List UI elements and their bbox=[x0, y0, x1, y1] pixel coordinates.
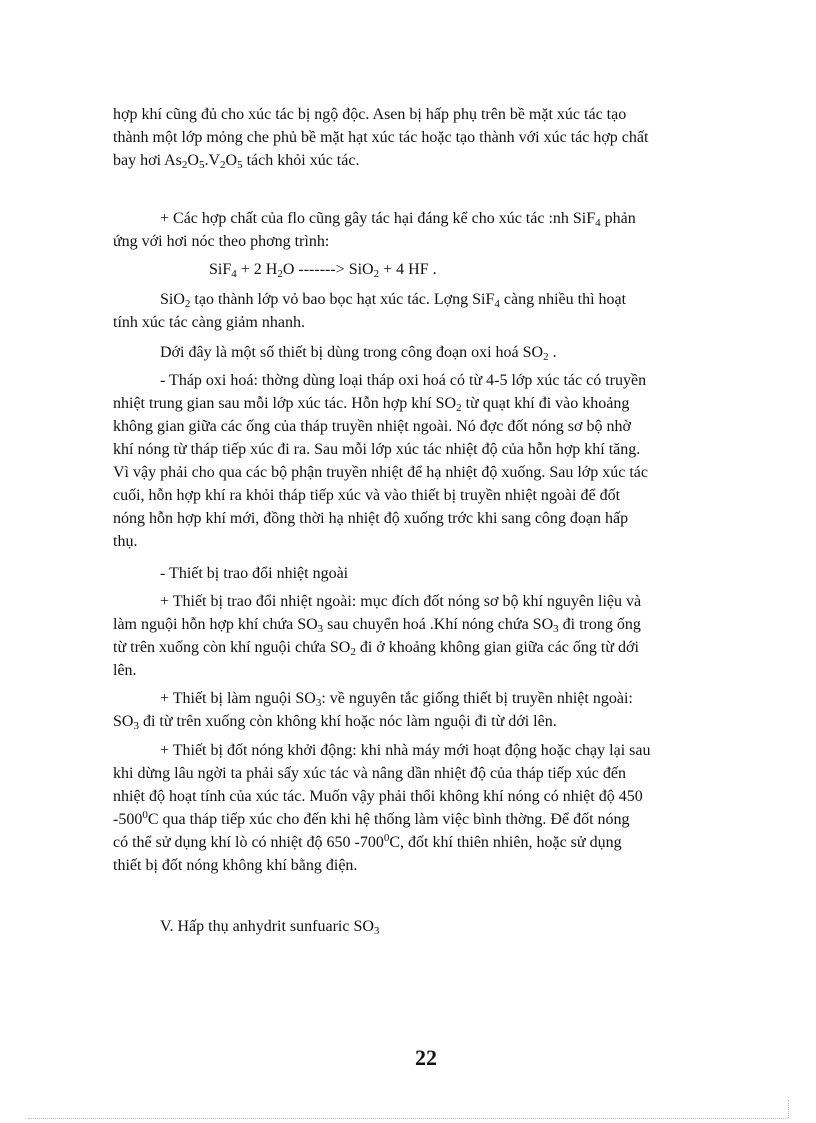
page-border-right bbox=[788, 1100, 789, 1118]
text-line: ứng với hơi nóc theo phơng trình: bbox=[113, 233, 330, 250]
text-line: không gian giữa các ống của tháp truyền nhiệt ngoài. Nó đợc đốt nóng sơ bộ nhờ bbox=[113, 418, 631, 435]
text-line: Vì vậy phải cho qua các bộ phận truyền nhiệt để hạ nhiệt độ xuống. Sau lớp xúc tác bbox=[113, 464, 648, 481]
text-line: bay hơi $As_2O_5.V_2O_5$ tách khỏi xúc tác. bbox=[113, 152, 360, 171]
chemical-equation: SiF$_4$ + 2 $H_2O$ -------> SiO$_2$ + 4 HF . bbox=[209, 261, 437, 280]
text-line: thành một lớp mỏng che phủ bề mặt hạt xúc tác hoặc tạo thành với xúc tác hợp chất bbox=[113, 129, 649, 146]
text-line: từ trên xuống còn khí nguội chứa $SO_2$ đi ở khoảng không gian giữa các ống từ dới bbox=[113, 639, 639, 658]
text-line: SiO$_2$ tạo thành lớp vỏ bao bọc hạt xúc tác. Lợng SiF$_4$ càng nhiều thì hoạt bbox=[160, 291, 627, 310]
paragraph-external-heat-exchanger bbox=[113, 590, 743, 682]
text-line: cuối, hỗn hợp khí ra khỏi tháp tiếp xúc và vào thiết bị truyền nhiệt ngoài để đốt bbox=[113, 487, 621, 504]
text-line: + Thiết bị làm nguội $SO_3$: về nguyên tắc giống thiết bị truyền nhiệt ngoài: bbox=[160, 690, 633, 709]
text-line: làm nguội hỗn hợp khí chứa $SO_3$ sau chuyển hoá .Khí nóng chứa $SO_3$ đi trong ống bbox=[113, 616, 641, 635]
text-line: + Các hợp chất của flo cũng gây tác hại đáng kể cho xúc tác :nh SiF$_4$ phản bbox=[160, 210, 636, 229]
text-line: - Tháp oxi hoá: thờng dùng loại tháp oxi hoá có từ 4-5 lớp xúc tác có truyền bbox=[160, 372, 647, 389]
page-number: 22 bbox=[415, 1045, 437, 1070]
paragraph-arsenic bbox=[113, 103, 743, 172]
text-line: khi dừng lâu ngời ta phải sấy xúc tác và nâng dần nhiệt độ của tháp tiếp xúc đến bbox=[113, 765, 626, 782]
text-line: + Thiết bị trao đổi nhiệt ngoài: mục đích đốt nóng sơ bộ khí nguyên liệu và bbox=[160, 593, 642, 610]
section-heading: V. Hấp thụ anhydrit sunfuaric $SO_3$ bbox=[160, 918, 380, 937]
text-line: nhiệt độ hoạt tính của xúc tác. Muốn vậy phải thổi không khí nóng có nhiệt độ 450 bbox=[113, 788, 643, 805]
text-line: $SO_3$ đi từ trên xuống còn không khí hoặc nóc làm nguội đi từ dới lên. bbox=[113, 713, 557, 732]
text-line: hợp khí cũng đủ cho xúc tác bị ngộ độc. Asen bị hấp phụ trên bề mặt xúc tác tạo bbox=[113, 106, 627, 123]
text-line: tính xúc tác càng giảm nhanh. bbox=[113, 314, 305, 331]
paragraph-sio2 bbox=[113, 288, 743, 334]
page-border-bottom bbox=[28, 1118, 788, 1119]
text-line: khí nóng từ tháp tiếp xúc đi ra. Sau mỗi lớp xúc tác nhiệt độ của hỗn hợp khí tăng. bbox=[113, 441, 641, 458]
paragraph-fluorine bbox=[113, 207, 743, 253]
text-line: thiết bị đốt nóng không khí bằng điện. bbox=[113, 857, 358, 874]
text-line: nhiệt trung gian sau mỗi lớp xúc tác. Hỗn hợp khí $SO_2$ từ quạt khí đi vào khoảng bbox=[113, 395, 630, 414]
paragraph-startup-heater bbox=[113, 739, 743, 877]
text-line: lên. bbox=[113, 662, 137, 679]
text-line: $-500^0C$ qua tháp tiếp xúc cho đến khi hệ thống làm việc bình thờng. Để đốt nóng bbox=[113, 809, 630, 828]
paragraph-oxidation-tower bbox=[113, 369, 743, 553]
paragraph-devices-intro: Dới đây là một số thiết bị dùng trong công đoạn oxi hoá $SO_2$ . bbox=[160, 344, 557, 363]
text-line: + Thiết bị đốt nóng khởi động: khi nhà máy mới hoạt động hoặc chạy lại sau bbox=[160, 742, 651, 759]
paragraph-so3-cooler bbox=[113, 687, 743, 733]
paragraph-heat-exchanger-heading: - Thiết bị trao đổi nhiệt ngoài bbox=[160, 565, 349, 582]
text-line: có thể sử dụng khí lò có nhiệt độ 650 $-700^0C$, đốt khí thiên nhiên, hoặc sử dụng bbox=[113, 832, 622, 851]
text-line: nóng hỗn hợp khí mới, đồng thời hạ nhiệt độ xuống trớc khi sang công đoạn hấp bbox=[113, 510, 629, 527]
text-line: thụ. bbox=[113, 533, 138, 550]
